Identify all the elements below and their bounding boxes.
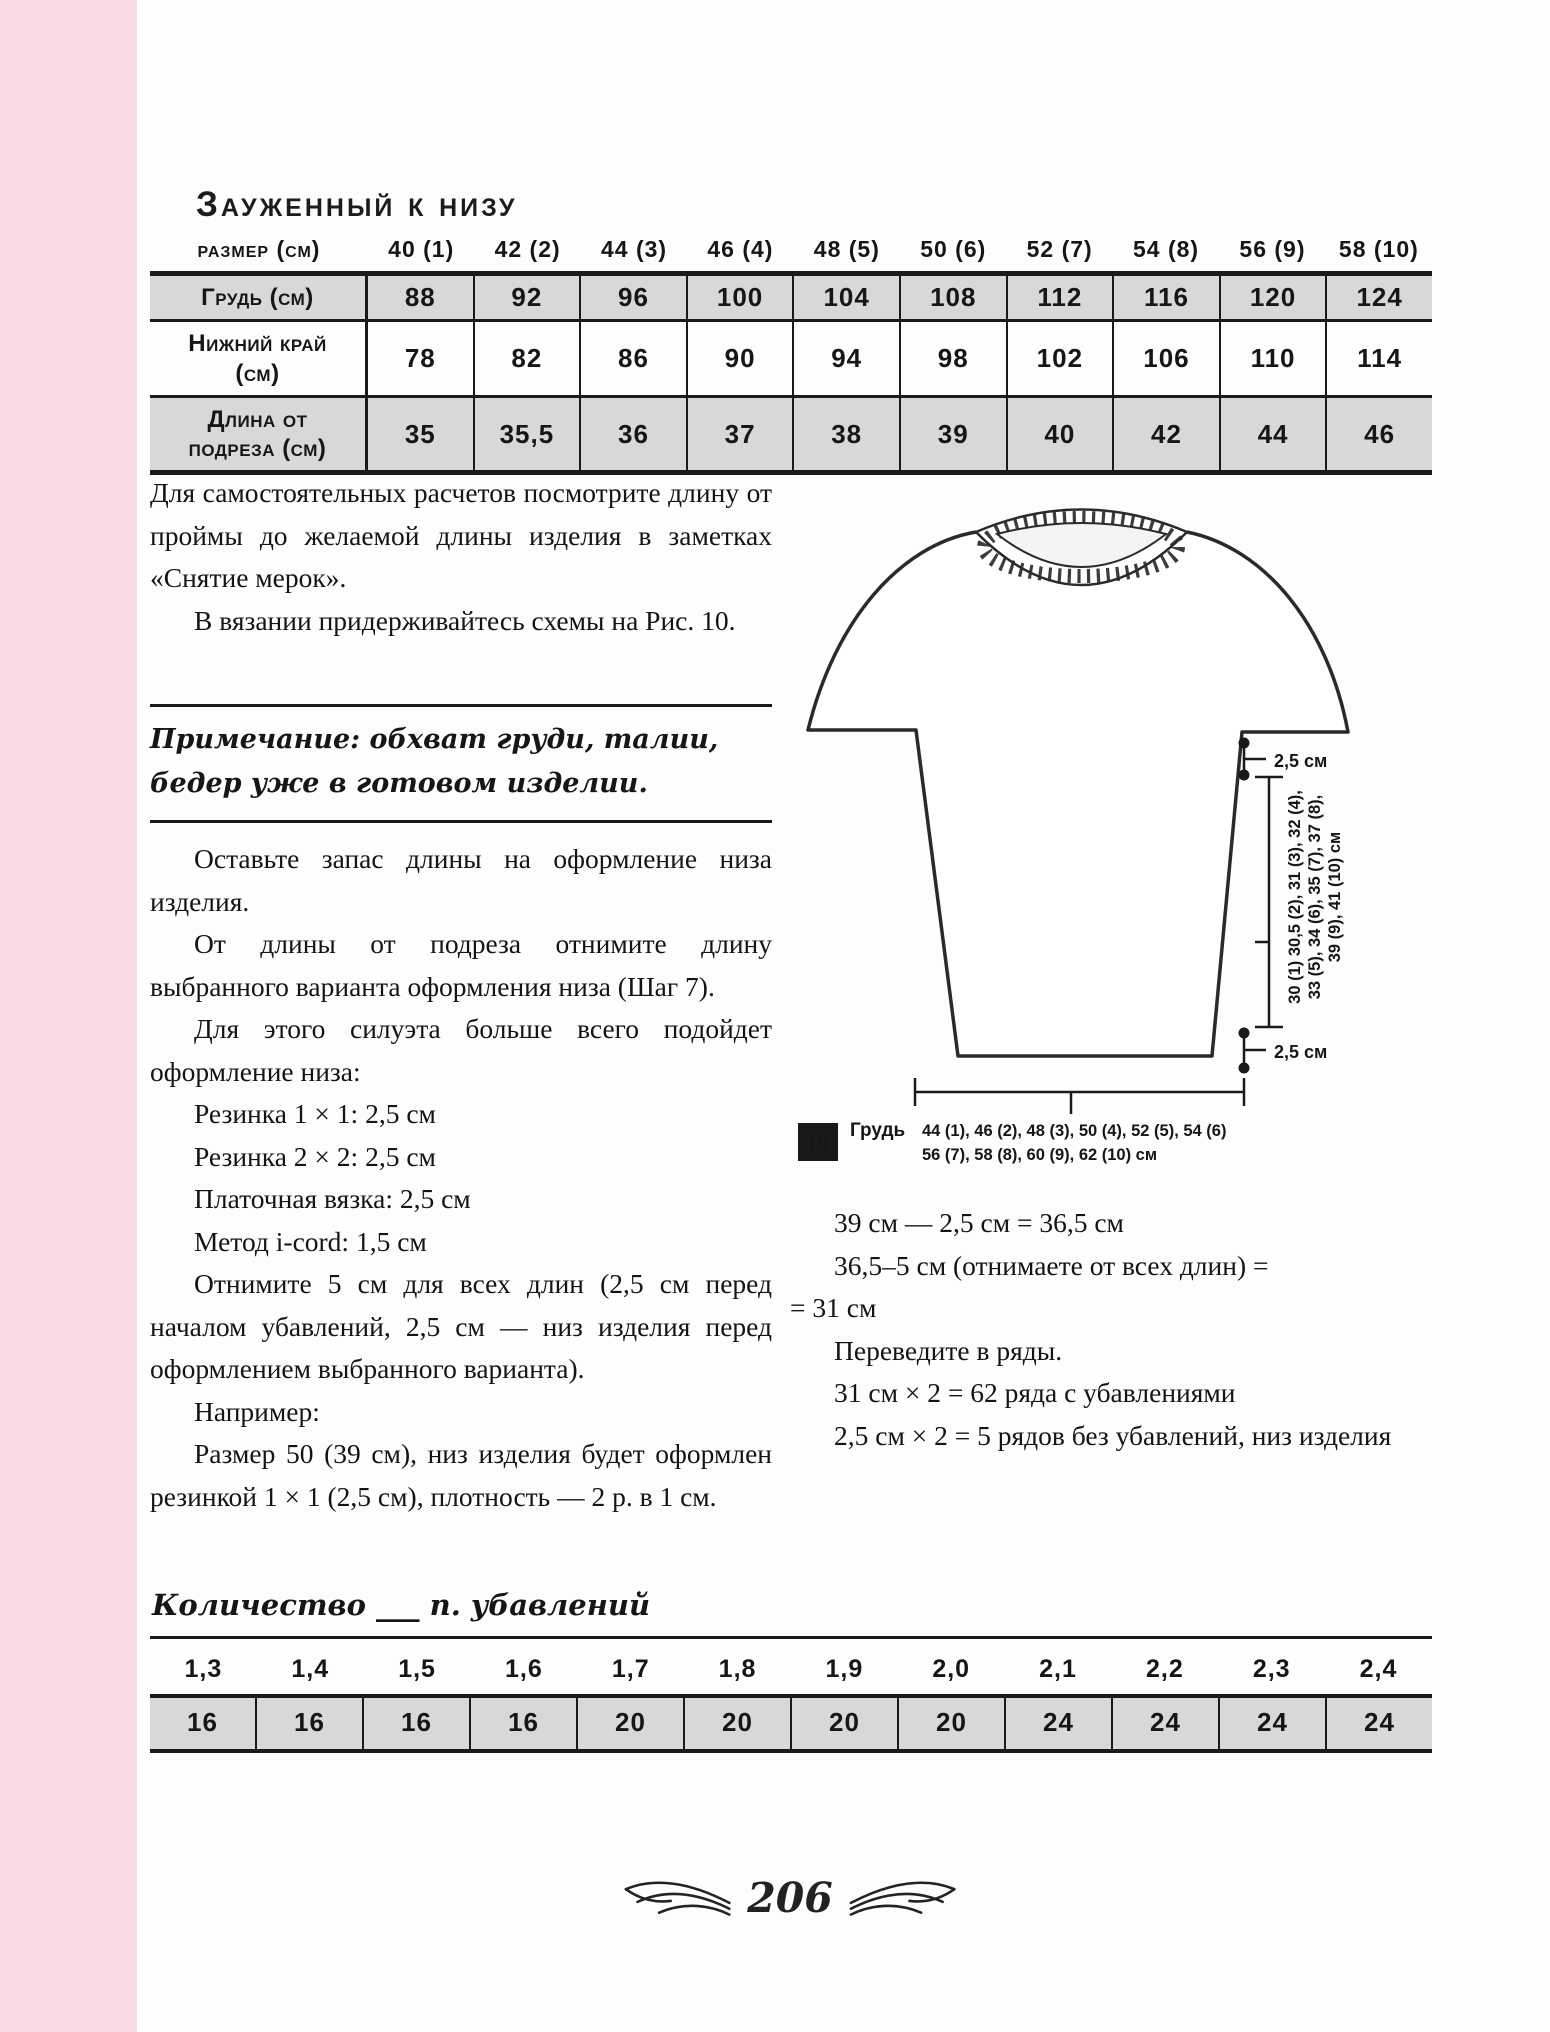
paragraph: Метод i-cord: 1,5 см [194, 1225, 427, 1257]
size-table-header-cell: 56 (9) [1239, 236, 1306, 262]
table-row-label: Нижний край (см) [150, 322, 368, 395]
size-table-header-cell: 54 (8) [1133, 236, 1200, 262]
size-table-header-cell: 42 (2) [494, 236, 561, 262]
garment-schematic [620, 430, 1440, 1220]
paragraph: Резинка 2 × 2: 2,5 см [194, 1140, 436, 1172]
paragraph: Переведите в ряды. [834, 1334, 1063, 1366]
paragraph: 31 см × 2 = 62 ряда с убавлениями [834, 1377, 1236, 1408]
figure-number: 10 [806, 1133, 830, 1156]
paragraph: Для этого силуэта больше всего подойдет оформление низа: [150, 1013, 772, 1087]
table-cell: 92 [473, 276, 580, 319]
chest-label: Грудь [850, 1120, 906, 1141]
side-length-label-line2: 33 (5), 34 (6), 35 (7), 37 (8), [1306, 794, 1324, 1000]
size-table-header-cell: 48 (5) [813, 236, 880, 262]
paragraph: 39 см — 2,5 см = 36,5 см [834, 1207, 1124, 1238]
gauge-row [150, 1639, 1432, 1694]
paragraph: 2,5 см × 2 = 5 рядов без убавлений, низ изделия [834, 1419, 1392, 1451]
table-cell: 114 [1325, 322, 1432, 395]
gauge-cell: 2,1 [1039, 1655, 1077, 1683]
decrease-cell: 24 [1111, 1698, 1218, 1749]
decrease-cell: 24 [1004, 1698, 1111, 1749]
table-cell: 42 [1112, 398, 1219, 471]
chest-sizes-line1: 44 (1), 46 (2), 48 (3), 50 (4), 52 (5), 54 (6) [922, 1122, 1227, 1140]
table-cell: 108 [899, 276, 1006, 319]
paragraph: Например: [194, 1395, 320, 1427]
table-cell: 98 [899, 322, 1006, 395]
decrease-row [150, 1694, 1432, 1753]
decrease-cell: 20 [790, 1698, 897, 1749]
table-cell: 46 [1325, 398, 1432, 471]
gauge-cell: 2,4 [1359, 1655, 1398, 1683]
gauge-cell: 1,9 [825, 1655, 864, 1683]
table-cell: 44 [1219, 398, 1326, 471]
table-cell: 102 [1006, 322, 1113, 395]
size-table-header-cell: 40 (1) [388, 236, 455, 262]
table-cell: 35 [404, 418, 436, 449]
page-edge-decoration [0, 0, 137, 2032]
right-column-paragraphs [790, 1202, 1432, 1457]
decrease-cell: 24 [1218, 1698, 1325, 1749]
size-table-header-cell: 52 (7) [1026, 236, 1093, 262]
decrease-cell: 24 [1325, 1698, 1432, 1749]
table-cell: 35,5 [473, 398, 580, 471]
paragraph: От длины от подреза отнимите длину выбранного варианта оформления низа (Шаг 7). [150, 928, 772, 1002]
gauge-cell: 2,3 [1252, 1655, 1291, 1683]
table-cell: 78 [404, 343, 436, 374]
table-cell: 112 [1006, 276, 1113, 319]
paragraph: Платочная вязка: 2,5 см [194, 1183, 471, 1214]
gauge-cell: 1,7 [611, 1655, 650, 1683]
decrease-cell: 20 [683, 1698, 790, 1749]
table-row-label: Грудь (см) [150, 276, 368, 319]
decrease-section [150, 1588, 1432, 1753]
table-cell: 100 [686, 276, 793, 319]
table-cell: 90 [686, 322, 793, 395]
armhole-offset-label: 2,5 см [1274, 751, 1328, 771]
table-row [150, 276, 1432, 319]
paragraph: В вязании придерживайтесь схемы на Рис. 10. [194, 604, 736, 636]
gauge-cell: 1,4 [291, 1655, 330, 1683]
page-number: 206 [747, 1874, 833, 1922]
table-cell: 106 [1112, 322, 1219, 395]
table-cell: 86 [579, 322, 686, 395]
table-cell: 120 [1219, 276, 1326, 319]
table-cell: 94 [792, 322, 899, 395]
paragraph: Отнимите 5 см для всех длин (2,5 см перед началом убавлений, 2,5 см — низ изделия перед оформлением выбранного варианта). [150, 1268, 772, 1384]
table-cell: 116 [1112, 276, 1219, 319]
flourish-ornament-right [845, 1875, 960, 1921]
paragraph: Резинка 1 × 1: 2,5 см [194, 1098, 436, 1129]
size-table-header-cell: 50 (6) [920, 236, 987, 262]
note-text: Примечание: обхват груди, талии, бедер уже в готовом изделии. [150, 724, 719, 799]
decrease-cell: 20 [897, 1698, 1004, 1749]
paragraph: = 31 см [790, 1292, 877, 1323]
table-row-values [368, 276, 1432, 319]
table-cell: 36 [579, 398, 686, 471]
gauge-cell: 2,2 [1145, 1655, 1184, 1683]
paragraph: Для самостоятельных расчетов посмотрите длину от проймы до желаемой длины изделия в заметках «Снятие мерок». [150, 477, 772, 593]
side-length-label-line3: 39 (9), 41 (10) см [1326, 831, 1344, 963]
decrease-cell: 20 [576, 1698, 683, 1749]
chest-sizes-line2: 56 (7), 58 (8), 60 (9), 62 (10) см [922, 1146, 1158, 1164]
size-table-header [150, 234, 1432, 271]
decrease-cell: 16 [187, 1707, 218, 1737]
table-cell: 88 [404, 282, 436, 313]
size-table-header-cell: 58 (10) [1338, 236, 1419, 262]
table-cell: 124 [1325, 276, 1432, 319]
hem-offset-label: 2,5 см [1274, 1042, 1328, 1062]
garment-body-fill [808, 510, 1348, 1057]
page-title: Зауженный к низу [196, 185, 518, 224]
table-cell: 82 [473, 322, 580, 395]
table-cell: 38 [792, 398, 899, 471]
table-cell: 110 [1219, 322, 1326, 395]
gauge-cell: 1,8 [718, 1655, 757, 1683]
flourish-ornament-left [620, 1875, 735, 1921]
size-table-header-cell: размер (см) [197, 236, 321, 262]
page-footer [620, 1874, 960, 1922]
table-cell: 40 [1006, 398, 1113, 471]
table-cell: 39 [899, 398, 1006, 471]
decrease-cell: 16 [255, 1698, 362, 1749]
decrease-heading: Количество ___ п. убавлений [150, 1588, 1432, 1639]
table-cell: 104 [792, 276, 899, 319]
gauge-cell: 1,5 [398, 1655, 436, 1683]
gauge-cell: 1,3 [184, 1655, 223, 1683]
size-table-header-cell: 46 (4) [707, 236, 774, 262]
table-cell: 37 [686, 398, 793, 471]
paragraph: Оставьте запас длины на оформление низа изделия. [150, 843, 772, 917]
table-row-label: Длина от подреза (см) [150, 398, 368, 471]
table-row-values [368, 322, 1432, 395]
size-table-header-cell: 44 (3) [600, 236, 668, 262]
paragraph: Размер 50 (39 см), низ изделия будет оформлен резинкой 1 × 1 (2,5 см), плотность — 2 р. в 1 см. [150, 1438, 772, 1512]
table-row [150, 319, 1432, 395]
gauge-cell: 2,0 [932, 1655, 971, 1683]
gauge-cell: 1,6 [505, 1655, 543, 1683]
table-cell: 96 [579, 276, 686, 319]
paragraph: 36,5–5 см (отнимаете от всех длин) = [834, 1249, 1269, 1281]
decrease-cell: 16 [362, 1698, 469, 1749]
side-length-label-line1: 30 (1) 30,5 (2), 31 (3), 32 (4), [1286, 790, 1304, 1004]
decrease-cell: 16 [469, 1698, 576, 1749]
